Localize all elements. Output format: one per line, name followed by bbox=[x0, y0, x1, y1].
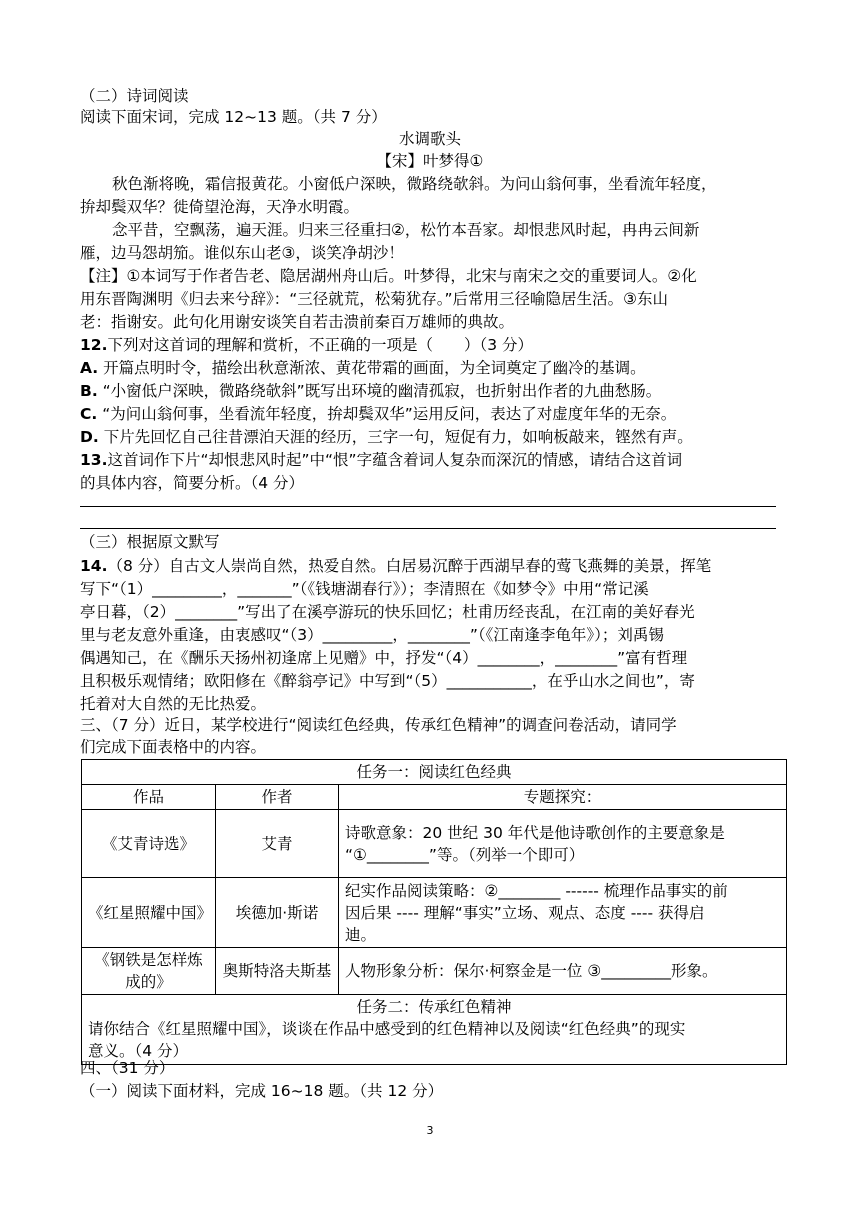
question-14-line: 且积极乐观情绪；欧阳修在《醉翁亭记》中写到“（5）___________，在乎山水之间也”，寄 bbox=[80, 672, 695, 690]
question-13-text: 这首词作下片“却恨悲风时起”中“恨”字蕴含着词人复杂而深沉的情感，请结合这首词 bbox=[107, 451, 683, 469]
poem-line: 念平昔，空飘荡，遍天涯。归来三径重扫②，松竹本吾家。却恨悲风时起，冉冉云间新 bbox=[112, 221, 700, 239]
question-14-line: 里与老友意外重逢，由衷感叹“（3）_________，________”（《江南逢李龟年》）；刘禹锡 bbox=[80, 626, 664, 644]
answer-line bbox=[80, 528, 776, 529]
part3-intro: 三、（7 分）近日，某学校进行“阅读红色经典，传承红色精神”的调查问卷活动，请同学 bbox=[80, 716, 677, 734]
topic-line: 因后果 ---- 理解“事实”立场、观点、态度 ---- 获得启 bbox=[345, 903, 705, 922]
author-cell: 埃德加·斯诺 bbox=[216, 878, 339, 948]
section-dictation-heading: （三）根据原文默写 bbox=[80, 533, 220, 551]
poem-line: 雁，边马怨胡笳。谁似东山老③，谈笑净胡沙！ bbox=[80, 244, 404, 262]
topic-line: 纪实作品阅读策略：②________ ------ 梳理作品事实的前 bbox=[345, 881, 728, 900]
header-topic: 专题探究： bbox=[339, 785, 787, 810]
option-d bbox=[80, 426, 693, 448]
option-key: D. bbox=[80, 428, 99, 446]
poem-note: 【注】①本词写于作者告老、隐居湖州舟山后。叶梦得，北宋与南宋之交的重要词人。②化 bbox=[80, 267, 697, 285]
poem-title: 水调歌头 bbox=[398, 130, 461, 148]
work-cell: 《艾青诗选》 bbox=[82, 810, 216, 878]
question-12-text: 下列对这首词的理解和赏析，不正确的一项是（ ）（3 分） bbox=[107, 336, 534, 354]
question-13-cont: 的具体内容，简要分析。（4 分） bbox=[80, 474, 305, 492]
poem-author: 【宋】叶梦得① bbox=[376, 152, 484, 170]
question-14-line: 亭日暮，（2）________”写出了在溪亭游玩的快乐回忆；杜甫历经丧乱，在江南的美好春光 bbox=[80, 603, 695, 621]
topic-line: 人物形象分析：保尔·柯察金是一位 ③_________形象。 bbox=[345, 962, 718, 980]
task1-title: 任务一：阅读红色经典 bbox=[82, 760, 787, 785]
option-key: B. bbox=[80, 382, 98, 400]
question-14-line: 托着对大自然的无比热爱。 bbox=[80, 695, 267, 713]
poem-line: 拚却鬓双华？徙倚望沧海，天净水明霞。 bbox=[80, 198, 360, 216]
question-14-number: 14. bbox=[80, 557, 108, 575]
part3-intro: 们完成下面表格中的内容。 bbox=[80, 738, 267, 756]
part4-instruction: （一）阅读下面材料，完成 16~18 题。（共 12 分） bbox=[80, 1082, 444, 1100]
poem-note: 用东晋陶渊明《归去来兮辞》：“三径就荒，松菊犹存。”后常用三径喻隐居生活。③东山 bbox=[80, 290, 668, 308]
question-14-text: （8 分）自古文人崇尚自然，热爱自然。白居易沉醉于西湖早春的莺飞燕舞的美景，挥笔 bbox=[107, 557, 712, 575]
question-14 bbox=[80, 555, 711, 577]
question-14-line: 偶遇知己，在《酬乐天扬州初逢席上见赠》中，抒发“（4）________，________”富有哲理 bbox=[80, 649, 688, 667]
option-a bbox=[80, 357, 646, 379]
option-text: 下片先回忆自己往昔漂泊天涯的经历，三字一句，短促有力，如响板敲来，铿然有声。 bbox=[98, 428, 693, 446]
author-cell: 奥斯特洛夫斯基 bbox=[216, 948, 339, 995]
section-poetry-heading: （二）诗词阅读 bbox=[80, 87, 189, 105]
poem-line: 秋色渐将晚，霜信报黄花。小窗低户深映，微路绕欹斜。为问山翁何事，坐看流年轻度， bbox=[112, 175, 717, 193]
option-b bbox=[80, 380, 661, 402]
poem-note: 老：指谢安。此句化用谢安谈笑自若击溃前秦百万雄师的典故。 bbox=[80, 313, 515, 331]
work-cell: 《钢铁是怎样炼成的》 bbox=[82, 948, 216, 995]
task2-title: 任务二：传承红色精神 bbox=[356, 998, 512, 1016]
topic-cell bbox=[339, 810, 787, 878]
question-13 bbox=[80, 449, 682, 471]
topic-line: 诗歌意象：20 世纪 30 年代是他诗歌创作的主要意象是 bbox=[345, 823, 725, 842]
question-14-line: 写下“（1）_________，_______”（《钱塘湖春行》）；李清照在《如梦令》中用“常记溪 bbox=[80, 580, 649, 598]
question-12 bbox=[80, 334, 533, 356]
task2-text: 请你结合《红星照耀中国》，谈谈在作品中感受到的红色精神以及阅读“红色经典”的现实 bbox=[88, 1020, 686, 1038]
topic-line: 迪。 bbox=[345, 925, 377, 944]
poetry-instruction: 阅读下面宋词，完成 12~13 题。（共 7 分） bbox=[80, 108, 387, 126]
page-number: 3 bbox=[426, 1124, 434, 1137]
header-author: 作者 bbox=[216, 785, 339, 810]
option-key: C. bbox=[80, 405, 98, 423]
header-work: 作品 bbox=[82, 785, 216, 810]
task2-text: 意义。（4 分） bbox=[88, 1042, 189, 1060]
part4-heading: 四、（31 分） bbox=[80, 1059, 175, 1077]
topic-cell bbox=[339, 878, 787, 948]
answer-line bbox=[80, 506, 776, 507]
work-cell: 《红星照耀中国》 bbox=[82, 878, 216, 948]
task2-cell bbox=[82, 995, 787, 1065]
topic-line: “①________”等。（列举一个即可） bbox=[345, 845, 585, 864]
option-text: “小窗低户深映，微路绕欹斜”既写出环境的幽清孤寂，也折射出作者的九曲愁肠。 bbox=[97, 382, 662, 400]
red-classics-table bbox=[81, 759, 787, 1065]
option-text: 开篇点明时令，描绘出秋意渐浓、黄花带霜的画面，为全词奠定了幽冷的基调。 bbox=[98, 359, 646, 377]
question-12-number: 12. bbox=[80, 336, 108, 354]
question-13-number: 13. bbox=[80, 451, 108, 469]
topic-cell bbox=[339, 948, 787, 995]
author-cell: 艾青 bbox=[216, 810, 339, 878]
option-text: “为问山翁何事，坐看流年轻度，拚却鬓双华”运用反问，表达了对虚度年华的无奈。 bbox=[97, 405, 677, 423]
option-key: A. bbox=[80, 359, 99, 377]
option-c bbox=[80, 403, 676, 425]
